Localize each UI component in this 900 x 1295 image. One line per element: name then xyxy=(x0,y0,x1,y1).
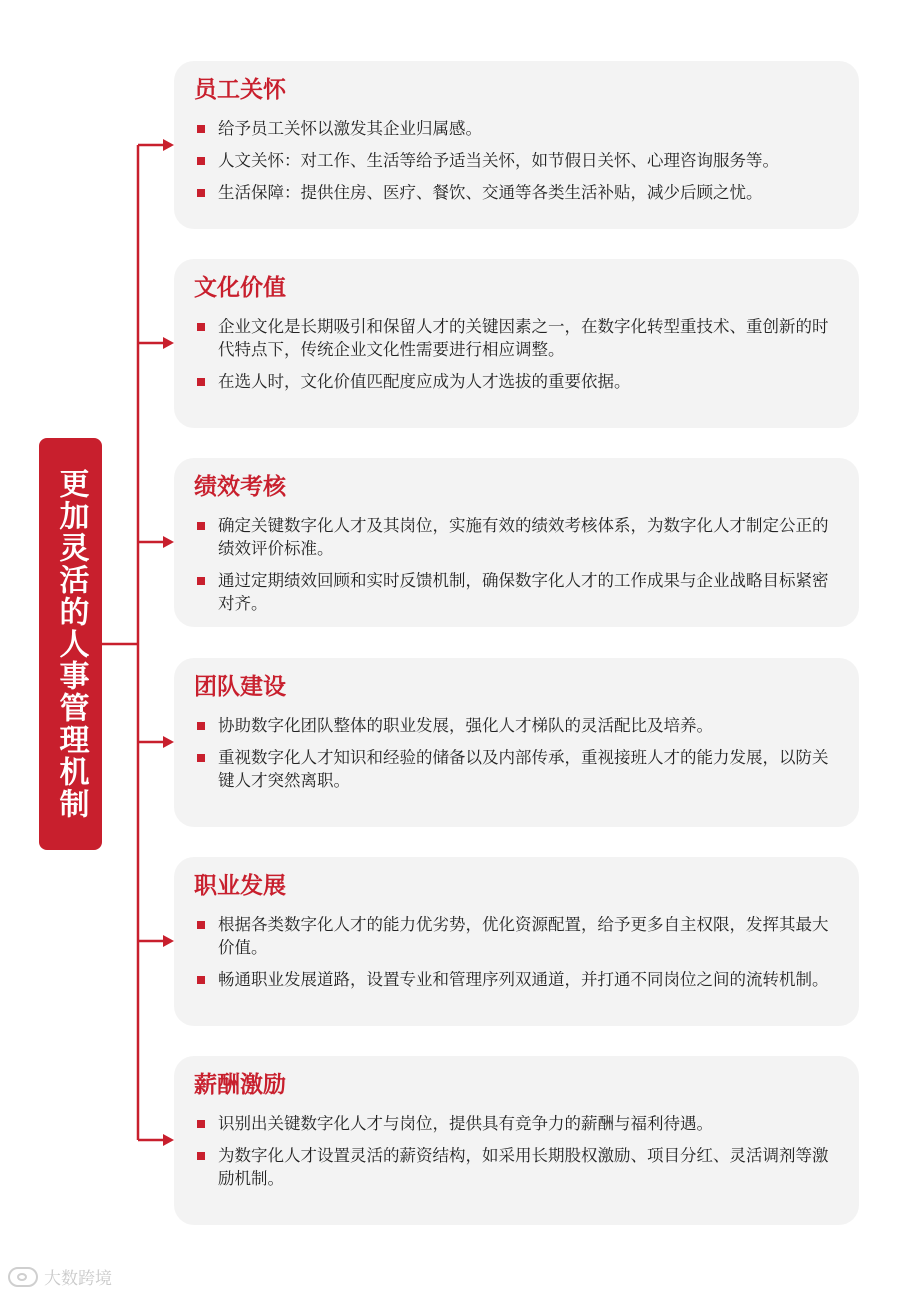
bullet-square-icon xyxy=(197,522,205,530)
list-item: 为数字化人才设置灵活的薪资结构，如采用长期股权激励、项目分红、灵活调剂等激励机制。 xyxy=(194,1144,841,1190)
bullet-square-icon xyxy=(197,976,205,984)
bullet-square-icon xyxy=(197,1152,205,1160)
list-item: 企业文化是长期吸引和保留人才的关键因素之一，在数字化转型重技术、重创新的时代特点下，传统企业文化性需要进行相应调整。 xyxy=(194,315,841,361)
card-team-building xyxy=(174,658,859,827)
arrow-head xyxy=(163,337,174,349)
card-compensation xyxy=(174,1056,859,1225)
bullet-square-icon xyxy=(197,378,205,386)
list-item: 识别出关键数字化人才与岗位，提供具有竞争力的薪酬与福利待遇。 xyxy=(194,1112,841,1135)
bullet-square-icon xyxy=(197,754,205,762)
root-title: 更加灵活的人事管理机制 xyxy=(53,468,89,820)
bullet-square-icon xyxy=(197,125,205,133)
bullet-square-icon xyxy=(197,1120,205,1128)
card-title: 员工关怀 xyxy=(194,77,286,103)
card-title: 薪酬激励 xyxy=(194,1072,286,1098)
card-performance xyxy=(174,458,859,627)
arrow-head xyxy=(163,139,174,151)
list-item: 重视数字化人才知识和经验的储备以及内部传承，重视接班人才的能力发展，以防关键人才突然离职。 xyxy=(194,746,841,792)
list-item: 生活保障：提供住房、医疗、餐饮、交通等各类生活补贴，减少后顾之忧。 xyxy=(194,181,841,204)
watermark-logo-icon xyxy=(8,1267,38,1287)
watermark-text: 大数跨境 xyxy=(44,1269,112,1289)
card-culture-value xyxy=(174,259,859,428)
arrow-head xyxy=(163,1134,174,1146)
bullet-square-icon xyxy=(197,157,205,165)
bullet-square-icon xyxy=(197,323,205,331)
card-employee-care xyxy=(174,61,859,229)
bullet-square-icon xyxy=(197,189,205,197)
card-career-development xyxy=(174,857,859,1026)
list-item: 畅通职业发展道路，设置专业和管理序列双通道，并打通不同岗位之间的流转机制。 xyxy=(194,968,841,991)
card-title: 绩效考核 xyxy=(194,474,286,500)
bullet-square-icon xyxy=(197,577,205,585)
bullet-square-icon xyxy=(197,722,205,730)
arrow-head xyxy=(163,536,174,548)
list-item: 在选人时，文化价值匹配度应成为人才选拔的重要依据。 xyxy=(194,370,841,393)
arrow-head xyxy=(163,736,174,748)
watermark xyxy=(8,1264,112,1289)
list-item: 确定关键数字化人才及其岗位，实施有效的绩效考核体系，为数字化人才制定公正的绩效评价标准。 xyxy=(194,514,841,560)
card-title: 文化价值 xyxy=(194,275,286,301)
list-item: 协助数字化团队整体的职业发展，强化人才梯队的灵活配比及培养。 xyxy=(194,714,841,737)
list-item: 人文关怀：对工作、生活等给予适当关怀，如节假日关怀、心理咨询服务等。 xyxy=(194,149,841,172)
root-node xyxy=(39,438,102,850)
card-title: 团队建设 xyxy=(194,674,286,700)
arrow-head xyxy=(163,935,174,947)
list-item: 根据各类数字化人才的能力优劣势，优化资源配置，给予更多自主权限，发挥其最大价值。 xyxy=(194,913,841,959)
bullet-square-icon xyxy=(197,921,205,929)
list-item: 给予员工关怀以激发其企业归属感。 xyxy=(194,117,841,140)
card-title: 职业发展 xyxy=(194,873,286,899)
list-item: 通过定期绩效回顾和实时反馈机制，确保数字化人才的工作成果与企业战略目标紧密对齐。 xyxy=(194,569,841,615)
